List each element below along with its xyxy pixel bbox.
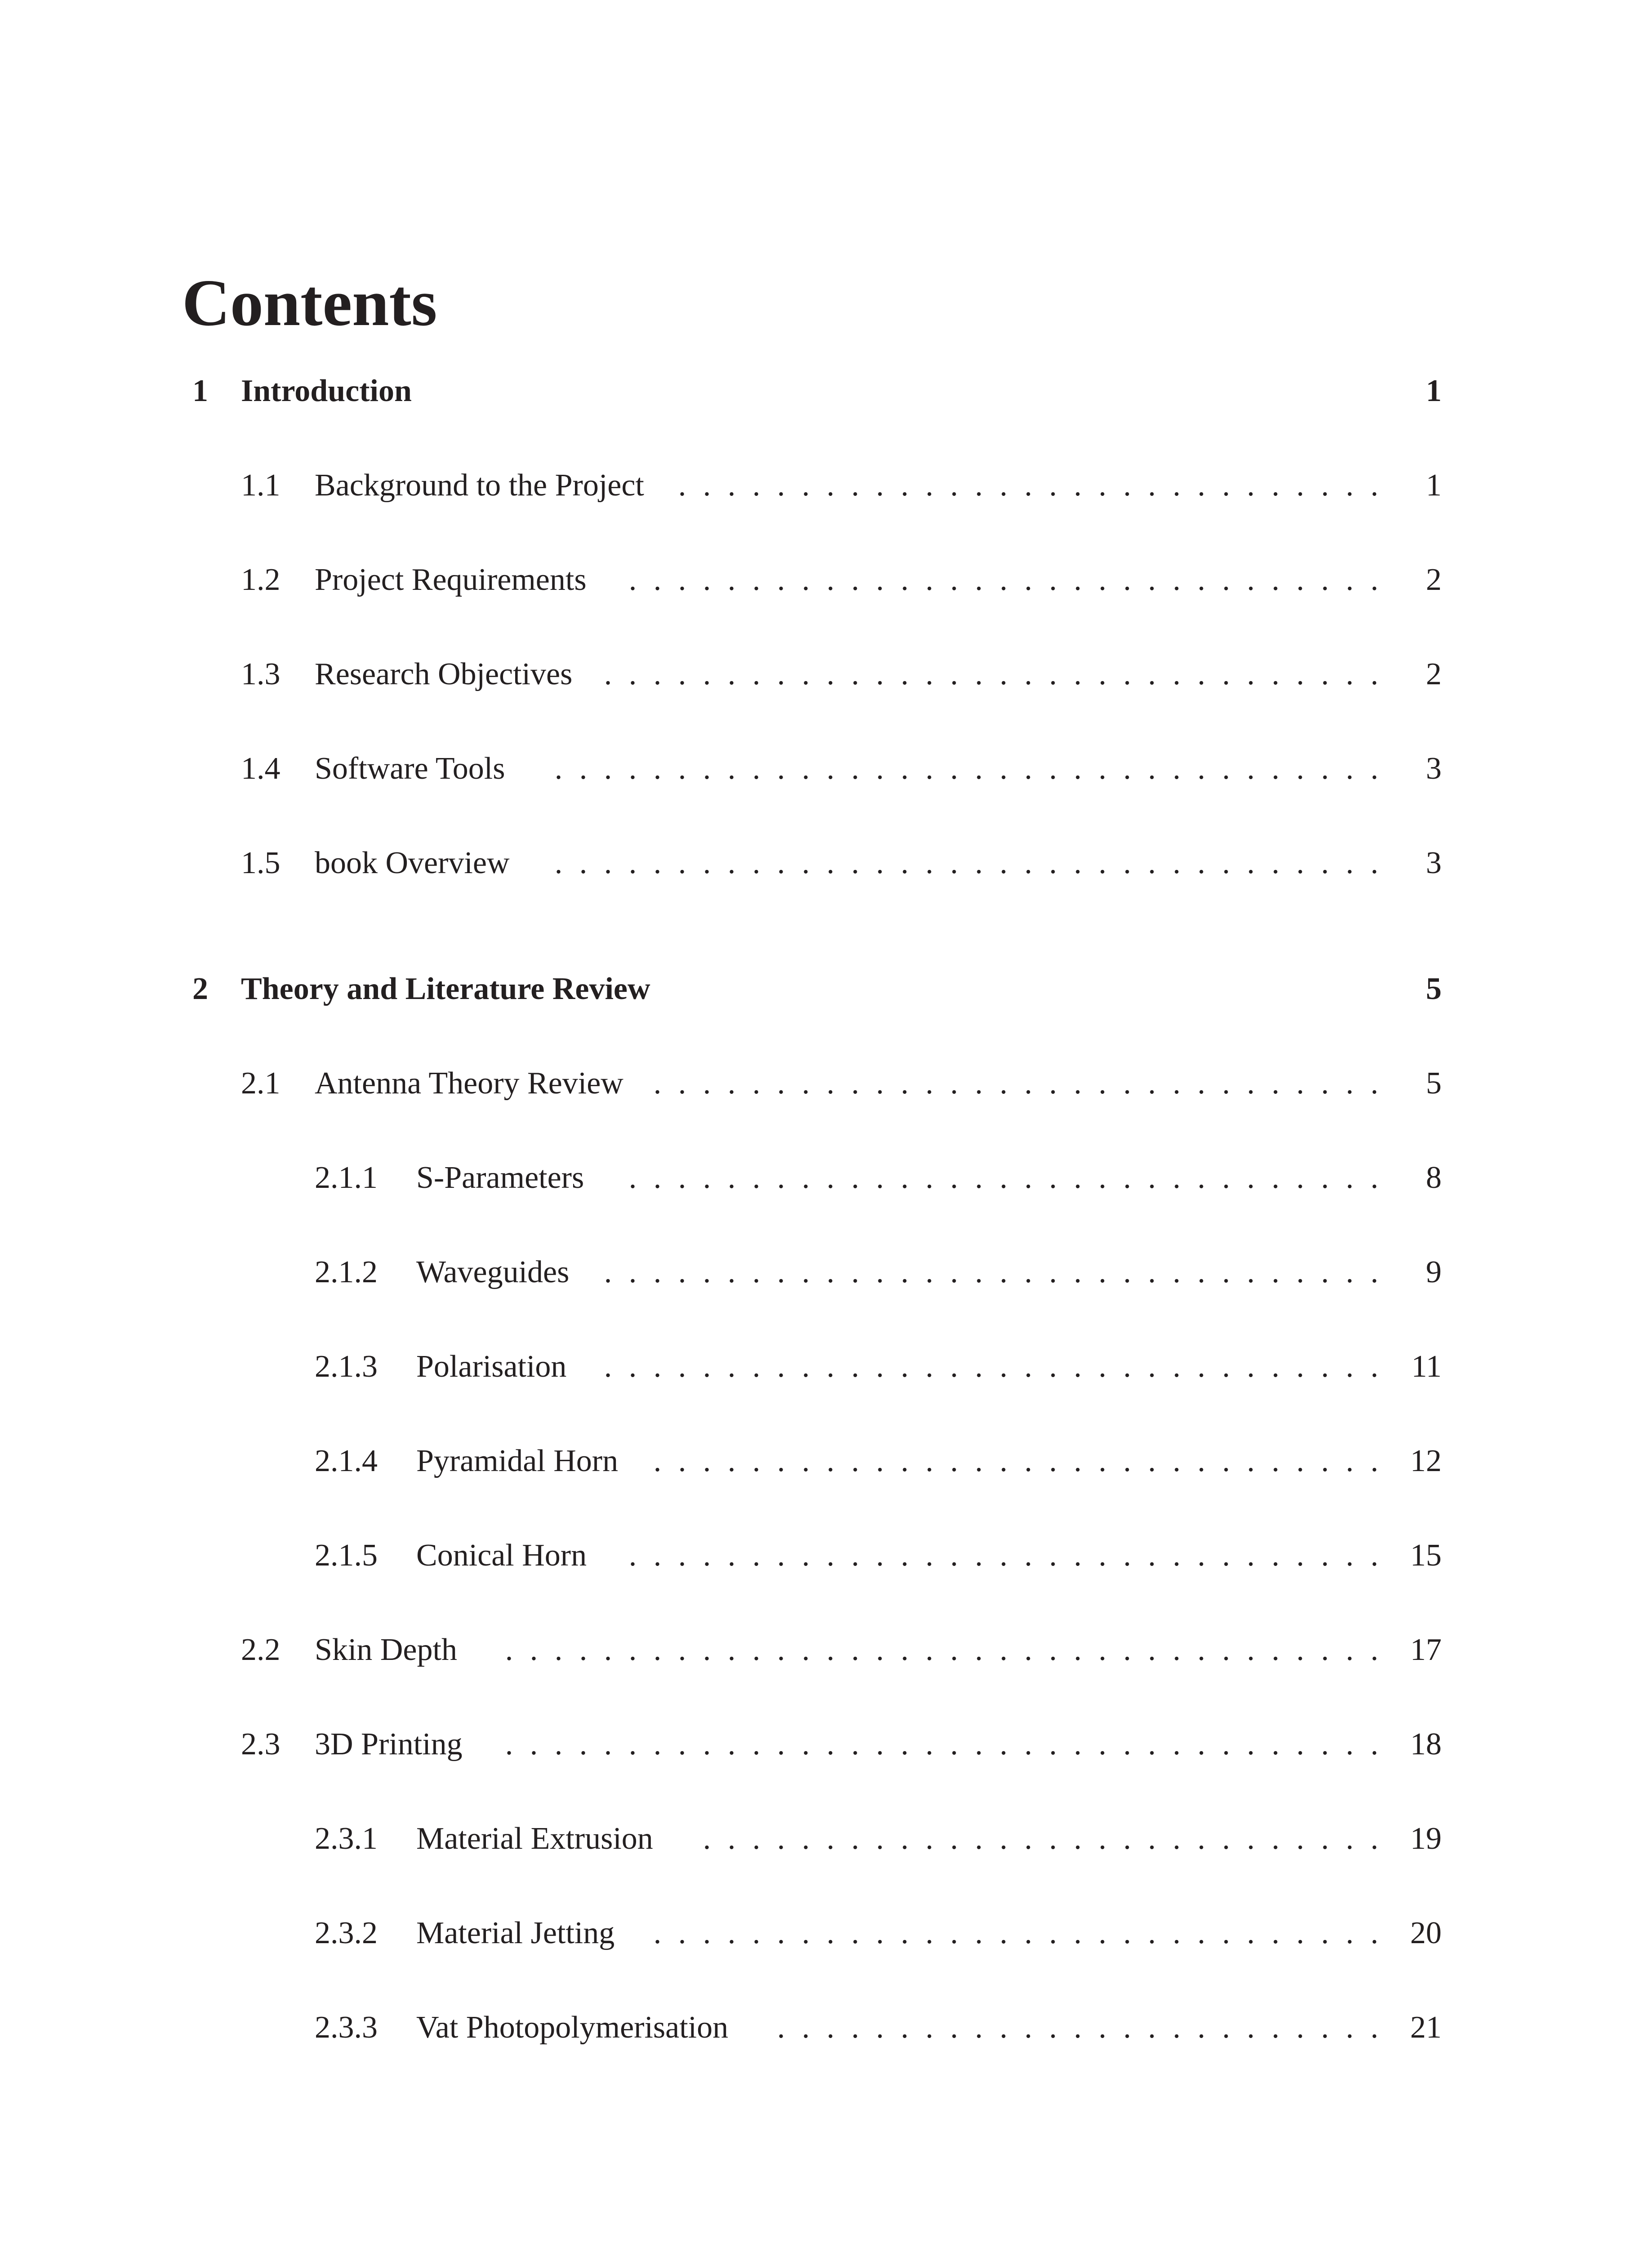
toc-entry-number: 2 — [192, 972, 208, 1006]
toc-entry-number: 1.4 — [241, 751, 281, 786]
toc-dot-leader: . . . . . . . . . . . . . . . . . . . . . . . . . . . . . . — [653, 1444, 1379, 1478]
toc-entry-section[interactable] — [0, 751, 1652, 787]
toc-dot-leader: . . . . . . . . . . . . . . . . . . . . . . . . . . . . . . — [653, 1916, 1379, 1950]
toc-entry-page-number: 8 — [1426, 1160, 1442, 1195]
toc-entry-title: 3D Printing — [315, 1727, 463, 1762]
toc-entry-chapter[interactable] — [0, 373, 1652, 409]
toc-dot-leader: . . . . . . . . . . . . . . . . . . . . . . . . . . . . . — [678, 468, 1379, 503]
toc-entry-number: 2.1.2 — [315, 1255, 378, 1289]
toc-entry-page-number: 3 — [1426, 846, 1442, 880]
toc-entry-section[interactable] — [0, 1632, 1652, 1668]
toc-dot-leader: . . . . . . . . . . . . . . . . . . . . . . . . . . . . . . . — [628, 1538, 1379, 1573]
toc-entry-page-number: 3 — [1426, 751, 1442, 786]
toc-entry-page-number: 5 — [1426, 972, 1442, 1006]
toc-entry-title: Polarisation — [416, 1349, 567, 1384]
toc-entry-section[interactable] — [0, 1066, 1652, 1102]
toc-entry-page-number: 2 — [1426, 657, 1442, 691]
toc-entry-title: Vat Photopolymerisation — [416, 2010, 729, 2045]
toc-entry-title: Antenna Theory Review — [315, 1066, 623, 1101]
toc-entry-subsection[interactable] — [0, 1254, 1652, 1290]
toc-entry-page-number: 11 — [1411, 1349, 1442, 1384]
toc-entry-subsection[interactable] — [0, 1160, 1652, 1196]
toc-entry-title: Theory and Literature Review — [241, 972, 650, 1006]
toc-entry-number: 2.2 — [241, 1632, 281, 1667]
toc-entry-subsection[interactable] — [0, 2010, 1652, 2046]
toc-dot-leader: . . . . . . . . . . . . . . . . . . . . . . . . . . . . — [703, 1821, 1379, 1856]
toc-entry-subsection[interactable] — [0, 1349, 1652, 1385]
toc-entry-chapter[interactable] — [0, 971, 1652, 1007]
toc-entry-subsection[interactable] — [0, 1821, 1652, 1857]
toc-entry-page-number: 12 — [1410, 1444, 1442, 1478]
toc-entry-title: Material Jetting — [416, 1916, 615, 1950]
toc-entry-page-number: 2 — [1426, 562, 1442, 597]
toc-entry-number: 2.3.3 — [315, 2010, 378, 2045]
toc-entry-section[interactable] — [0, 468, 1652, 504]
contents-heading: Contents — [182, 266, 437, 340]
toc-entry-page-number: 20 — [1410, 1916, 1442, 1950]
toc-entry-title: Research Objectives — [315, 657, 573, 691]
toc-entry-title: S-Parameters — [416, 1160, 584, 1195]
toc-entry-page-number: 18 — [1410, 1727, 1442, 1762]
toc-dot-leader: . . . . . . . . . . . . . . . . . . . . . . . . . . . . . . — [653, 1066, 1379, 1101]
toc-dot-leader: . . . . . . . . . . . . . . . . . . . . . . . . . . . . . . . . . . . . — [505, 1727, 1379, 1762]
toc-entry-title: Project Requirements — [315, 562, 587, 597]
toc-entry-subsection[interactable] — [0, 1443, 1652, 1479]
toc-entry-subsection[interactable] — [0, 1538, 1652, 1574]
toc-entry-number: 1.1 — [241, 468, 281, 503]
toc-entry-number: 2.3 — [241, 1727, 281, 1762]
toc-entry-number: 1.3 — [241, 657, 281, 691]
toc-dot-leader: . . . . . . . . . . . . . . . . . . . . . . . . . . . . . . . . — [604, 657, 1379, 691]
toc-dot-leader: . . . . . . . . . . . . . . . . . . . . . . . . . . . . . . . — [628, 562, 1379, 597]
toc-entry-page-number: 5 — [1426, 1066, 1442, 1101]
toc-entry-title: Conical Horn — [416, 1538, 587, 1573]
toc-entry-number: 2.1.5 — [315, 1538, 378, 1573]
toc-entry-number: 2.3.2 — [315, 1916, 378, 1950]
toc-entry-title: Background to the Project — [315, 468, 644, 503]
toc-entry-number: 2.1.3 — [315, 1349, 378, 1384]
toc-entry-number: 2.1.4 — [315, 1444, 378, 1478]
toc-dot-leader: . . . . . . . . . . . . . . . . . . . . . . . . . . . . . . . . — [604, 1349, 1379, 1384]
toc-entry-title: book Overview — [315, 846, 510, 880]
toc-entry-title: Waveguides — [416, 1255, 570, 1289]
toc-entry-page-number: 1 — [1426, 374, 1442, 408]
toc-entry-page-number: 15 — [1410, 1538, 1442, 1573]
toc-entry-page-number: 1 — [1426, 468, 1442, 503]
toc-entry-title: Introduction — [241, 374, 412, 408]
toc-entry-title: Skin Depth — [315, 1632, 457, 1667]
toc-entry-page-number: 17 — [1410, 1632, 1442, 1667]
toc-entry-page-number: 21 — [1410, 2010, 1442, 2045]
toc-entry-page-number: 19 — [1410, 1821, 1442, 1856]
toc-entry-number: 2.3.1 — [315, 1821, 378, 1856]
toc-entry-page-number: 9 — [1426, 1255, 1442, 1289]
toc-entry-section[interactable] — [0, 1726, 1652, 1762]
toc-dot-leader: . . . . . . . . . . . . . . . . . . . . . . . . . . . . . . . . . . . . — [505, 1632, 1379, 1667]
toc-entry-section[interactable] — [0, 845, 1652, 881]
toc-entry-subsection[interactable] — [0, 1915, 1652, 1951]
toc-entry-number: 1 — [192, 374, 208, 408]
toc-dot-leader: . . . . . . . . . . . . . . . . . . . . . . . . . . . . . . . . . . — [554, 751, 1379, 786]
toc-entry-title: Software Tools — [315, 751, 505, 786]
toc-dot-leader: . . . . . . . . . . . . . . . . . . . . . . . . . — [777, 2010, 1379, 2045]
toc-entry-number: 1.5 — [241, 846, 281, 880]
toc-entry-number: 2.1.1 — [315, 1160, 378, 1195]
toc-entry-section[interactable] — [0, 656, 1652, 692]
toc-entry-title: Pyramidal Horn — [416, 1444, 619, 1478]
toc-dot-leader: . . . . . . . . . . . . . . . . . . . . . . . . . . . . . . . . . . — [554, 846, 1379, 880]
toc-entry-number: 2.1 — [241, 1066, 281, 1101]
toc-entry-title: Material Extrusion — [416, 1821, 653, 1856]
toc-dot-leader: . . . . . . . . . . . . . . . . . . . . . . . . . . . . . . . — [628, 1160, 1379, 1195]
toc-dot-leader: . . . . . . . . . . . . . . . . . . . . . . . . . . . . . . . . — [604, 1255, 1379, 1289]
toc-entry-number: 1.2 — [241, 562, 281, 597]
toc-entry-section[interactable] — [0, 562, 1652, 598]
